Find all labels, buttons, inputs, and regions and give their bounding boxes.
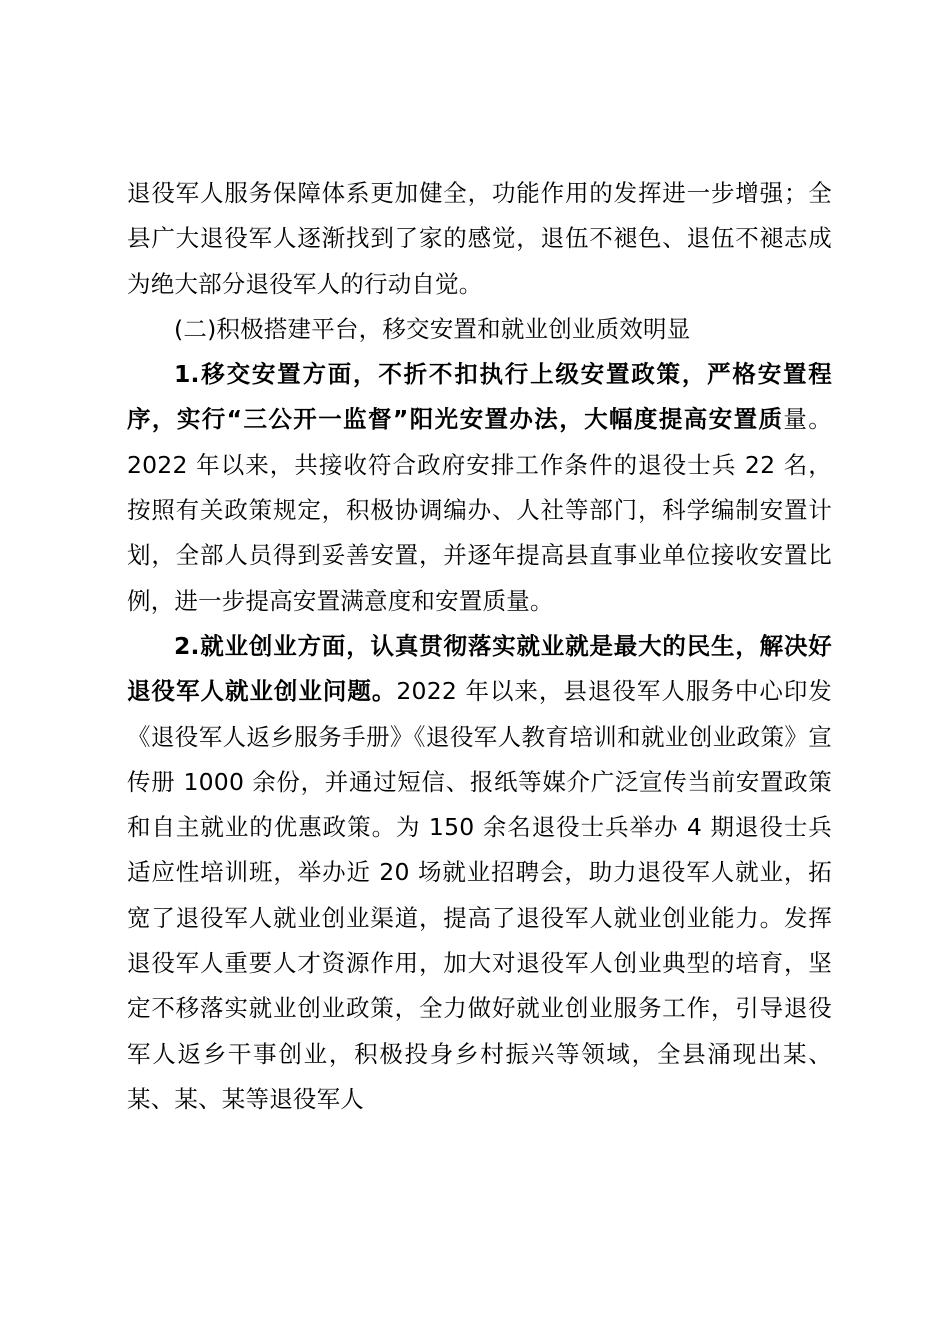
document-body <box>127 171 832 1122</box>
paragraph-transfer-placement <box>127 352 832 624</box>
paragraph-lead-bold: 1.移交安置方面，不折不扣执行上级安置政策，严格安置程序，实行“三公开一监督”阳光安置办法，大幅度提高安置质 <box>127 360 832 434</box>
paragraph-lead-bold: 2.就业创业方面，认真贯彻落实就业就是最大的民生，解决好退役军人就业创业问题。 <box>127 631 832 706</box>
paragraph-employment <box>127 624 832 1122</box>
paragraph-body-text: 量。2022 年以来，共接收符合政府安排工作条件的退役士兵 22 名，按照有关政策规定，积极协调编办、人社等部门，科学编制安置计划，全部人员得到妥善安置，并逐年提高县直事业单位接收安置比例，进一步提高安置满意度和安置质量。 <box>127 405 832 615</box>
section-heading: (二)积极搭建平台，移交安置和就业创业质效明显 <box>174 314 691 343</box>
paragraph-body-text: 2022 年以来，县退役军人服务中心印发《退役军人返乡服务手册》《退役军人教育培训和就业创业政策》宣传册 1000 余份，并通过短信、报纸等媒介广泛宣传当前安置政策和自主就业的优惠政策。为 150 余名退役士兵举办 4 期退役士兵适应性培训班，举办近 20 场就业招聘会，助力退役军人就业，拓宽了退役军人就业创业渠道，提高了退役军人就业创业能力。发挥退役军人重要人才资源作用，加大对退役军人创业典型的培育，坚定不移落实就业创业政策，全力做好就业创业服务工作，引导退役军人返乡干事创业，积极投身乡村振兴等领域，全县涌现出某、某、某、某等退役军人 <box>127 677 833 1113</box>
paragraph-service-system: 退役军人服务保障体系更加健全，功能作用的发挥进一步增强；全县广大退役军人逐渐找到了家的感觉，退伍不褪色、退伍不褪志成为绝大部分退役军人的行动自觉。 <box>127 179 832 298</box>
